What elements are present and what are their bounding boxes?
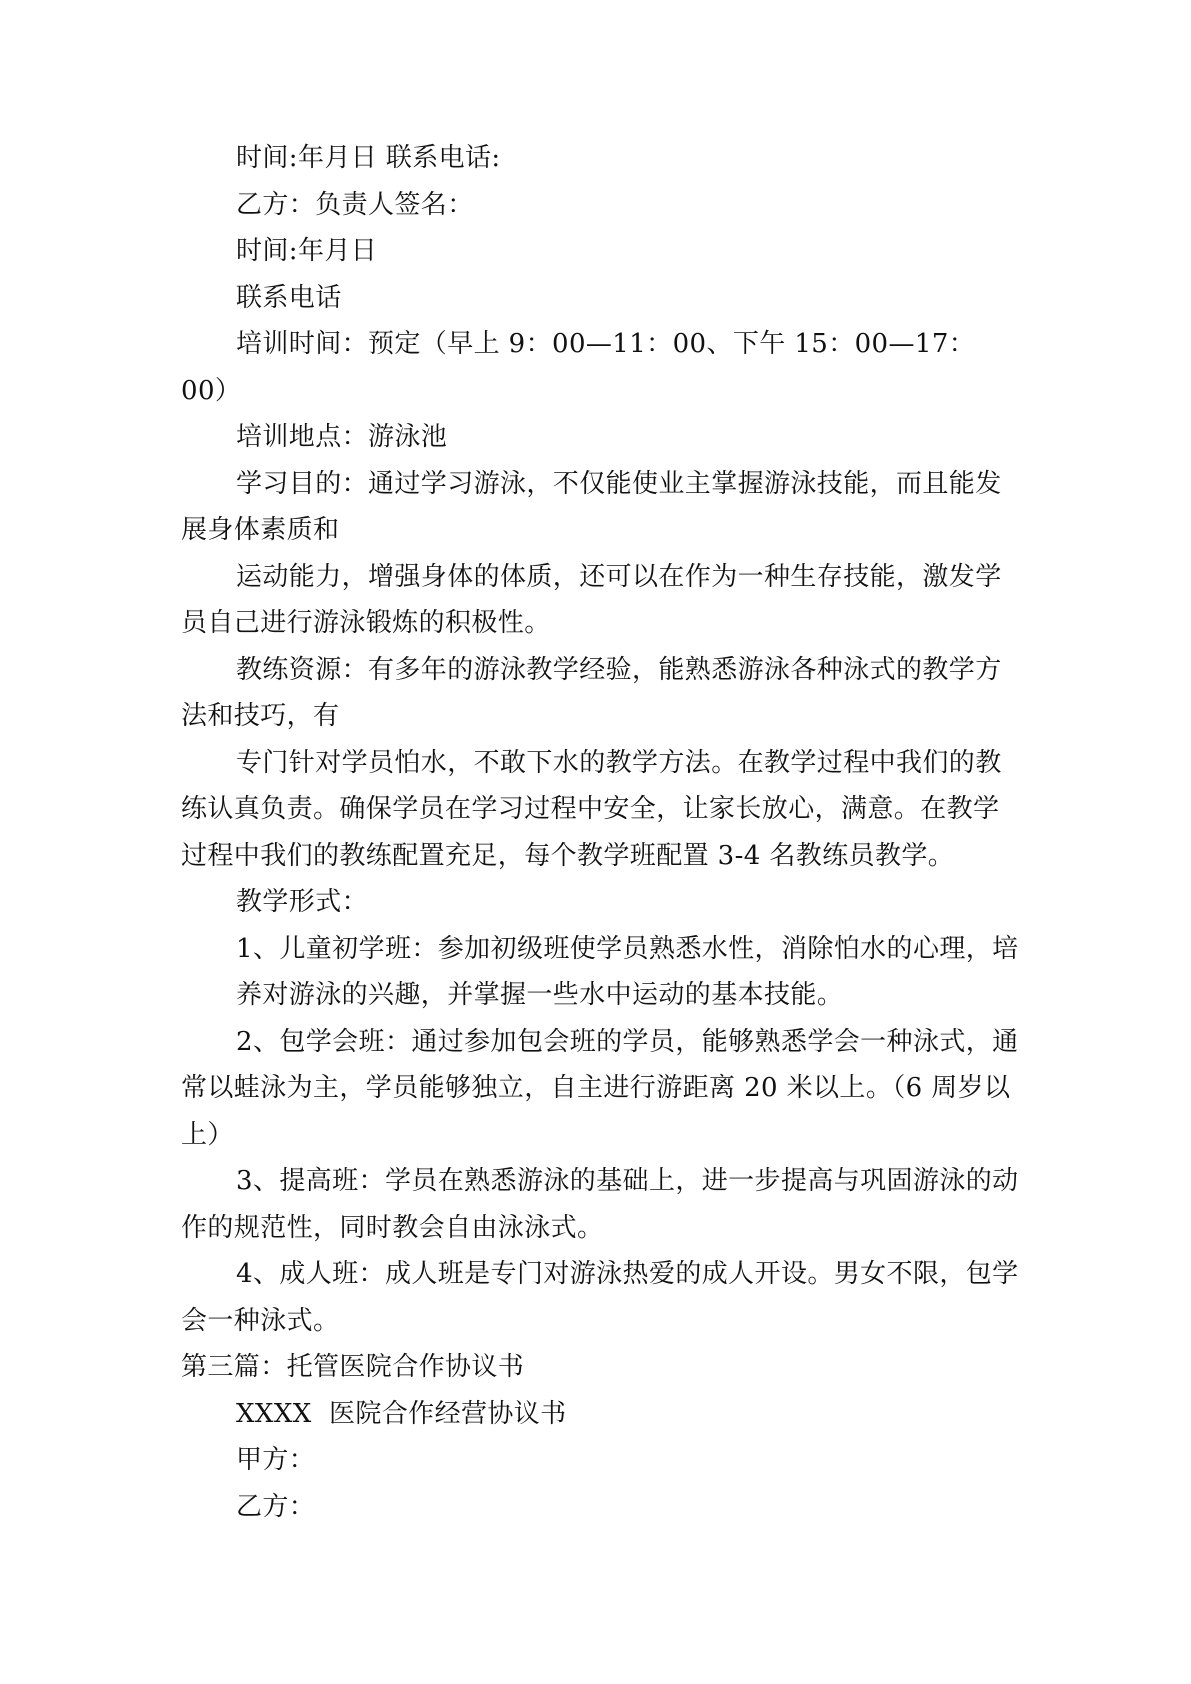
- paragraph-party-a-time-phone: 时间:年月日 联系电话:: [236, 143, 501, 173]
- paragraph-party-b: 乙方：: [236, 1491, 316, 1522]
- paragraph-training-location: 培训地点：游泳池: [236, 422, 448, 452]
- paragraph-teaching-form: 教学形式：: [236, 887, 369, 917]
- paragraph-party-b-signature: 乙方：负责人签名：: [236, 189, 474, 220]
- paragraph-learning-purpose-cont: 运动能力，增强身体的体质，还可以在作为一种生存技能，激发学员自己进行游泳锻炼的积极性。: [181, 561, 1002, 638]
- section-heading: 第三篇：托管医院合作协议书: [181, 1352, 525, 1382]
- paragraph-advanced-class: 3、提高班：学员在熟悉游泳的基础上，进一步提高与巩固游泳的动作的规范性，同时教会自由泳泳式。: [181, 1166, 1019, 1243]
- paragraph-party-b-time: 时间:年月日: [236, 236, 378, 266]
- paragraph-party-a: 甲方：: [236, 1445, 316, 1475]
- paragraph-adult-class: 4、成人班：成人班是专门对游泳热爱的成人开设。男女不限，包学会一种泳式。: [181, 1259, 1019, 1336]
- paragraph-guaranteed-class: 2、包学会班：通过参加包会班的学员，能够熟悉学会一种泳式，通常以蛙泳为主，学员能够独立，自主进行游距离 20 米以上。（6 周岁以上）: [181, 1026, 1019, 1150]
- paragraph-children-class-cont: 养对游泳的兴趣，并掌握一些水中运动的基本技能。: [236, 980, 844, 1010]
- paragraph-party-b-phone: 联系电话: [236, 282, 342, 313]
- paragraph-coach-resources: 教练资源：有多年的游泳教学经验，能熟悉游泳各种泳式的教学方法和技巧，有: [181, 654, 1002, 731]
- paragraph-training-time: 培训时间：预定（早上 9：00—11：00、下午 15：00—17：00）: [181, 329, 976, 406]
- agreement-title: XXXX 医院合作经营协议书: [236, 1398, 567, 1429]
- paragraph-coach-resources-cont: 专门针对学员怕水，不敢下水的教学方法。在教学过程中我们的教练认真负责。确保学员在学习过程中安全，让家长放心，满意。在教学过程中我们的教练配置充足，每个教学班配置 3-4 名教练员教学。: [181, 747, 1002, 871]
- paragraph-children-class: 1、儿童初学班：参加初级班使学员熟悉水性，消除怕水的心理，培: [236, 933, 1019, 964]
- paragraph-learning-purpose: 学习目的：通过学习游泳，不仅能使业主掌握游泳技能，而且能发展身体素质和: [181, 468, 1002, 545]
- document-body: [181, 135, 1021, 1530]
